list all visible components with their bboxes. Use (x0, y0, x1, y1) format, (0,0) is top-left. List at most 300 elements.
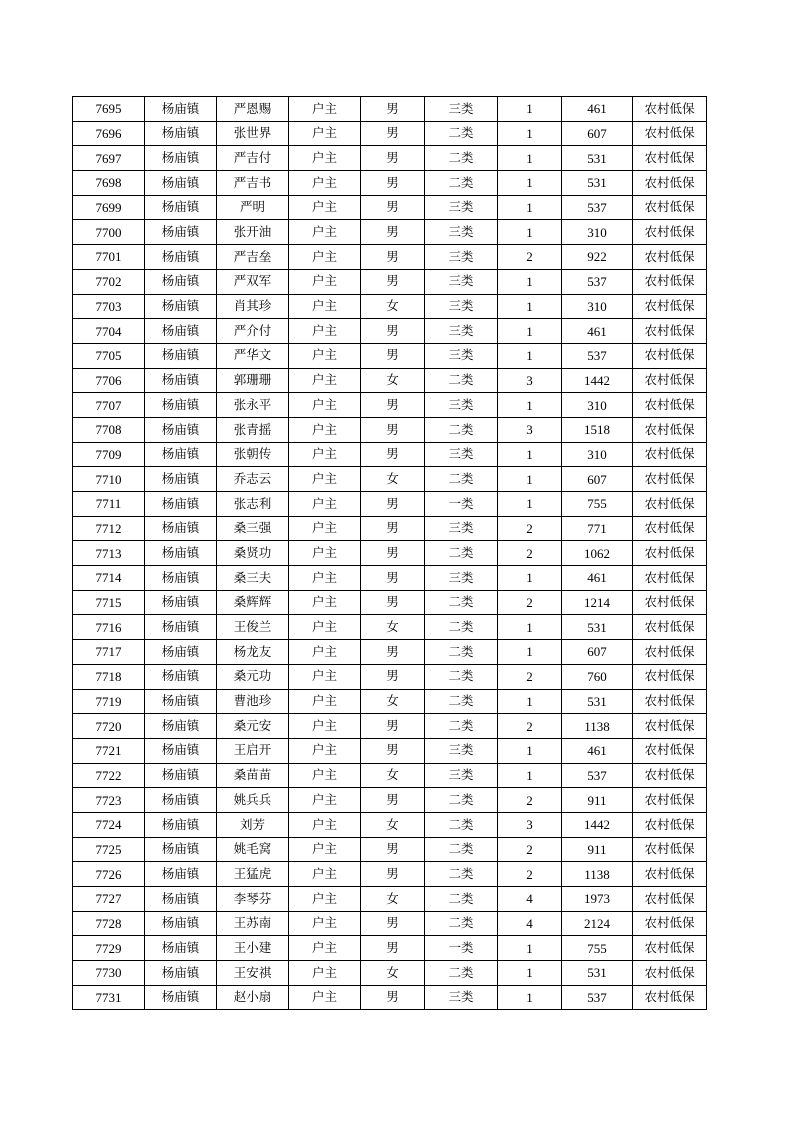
relation-cell: 户主 (289, 887, 361, 912)
program-cell: 农村低保 (633, 961, 707, 986)
amount-cell: 1442 (562, 368, 633, 393)
relation-cell: 户主 (289, 664, 361, 689)
category-cell: 二类 (425, 812, 498, 837)
serial-number-cell: 7730 (73, 961, 145, 986)
program-cell: 农村低保 (633, 368, 707, 393)
township-cell: 杨庙镇 (145, 121, 217, 146)
relation-cell: 户主 (289, 837, 361, 862)
table-row (73, 171, 707, 196)
table-row (73, 936, 707, 961)
table-row (73, 269, 707, 294)
township-cell: 杨庙镇 (145, 788, 217, 813)
table-row (73, 516, 707, 541)
category-cell: 二类 (425, 467, 498, 492)
township-cell: 杨庙镇 (145, 220, 217, 245)
gender-cell: 男 (361, 269, 425, 294)
name-cell: 李琴芬 (217, 887, 289, 912)
category-cell: 二类 (425, 862, 498, 887)
relation-cell: 户主 (289, 714, 361, 739)
gender-cell: 男 (361, 837, 425, 862)
table-row (73, 566, 707, 591)
table-row (73, 220, 707, 245)
amount-cell: 531 (562, 171, 633, 196)
serial-number-cell: 7722 (73, 763, 145, 788)
relation-cell: 户主 (289, 615, 361, 640)
relation-cell: 户主 (289, 343, 361, 368)
township-cell: 杨庙镇 (145, 763, 217, 788)
household-size-cell: 1 (498, 393, 562, 418)
program-cell: 农村低保 (633, 171, 707, 196)
program-cell: 农村低保 (633, 566, 707, 591)
category-cell: 三类 (425, 319, 498, 344)
amount-cell: 537 (562, 763, 633, 788)
table-row (73, 862, 707, 887)
program-cell: 农村低保 (633, 442, 707, 467)
township-cell: 杨庙镇 (145, 812, 217, 837)
household-size-cell: 2 (498, 664, 562, 689)
household-size-cell: 4 (498, 887, 562, 912)
program-cell: 农村低保 (633, 985, 707, 1010)
serial-number-cell: 7727 (73, 887, 145, 912)
township-cell: 杨庙镇 (145, 516, 217, 541)
program-cell: 农村低保 (633, 862, 707, 887)
amount-cell: 760 (562, 664, 633, 689)
table-row (73, 442, 707, 467)
amount-cell: 771 (562, 516, 633, 541)
category-cell: 三类 (425, 566, 498, 591)
amount-cell: 755 (562, 936, 633, 961)
gender-cell: 女 (361, 615, 425, 640)
table-row (73, 590, 707, 615)
name-cell: 严明 (217, 195, 289, 220)
serial-number-cell: 7700 (73, 220, 145, 245)
township-cell: 杨庙镇 (145, 961, 217, 986)
program-cell: 农村低保 (633, 738, 707, 763)
amount-cell: 911 (562, 788, 633, 813)
household-size-cell: 1 (498, 467, 562, 492)
name-cell: 张世界 (217, 121, 289, 146)
gender-cell: 男 (361, 516, 425, 541)
serial-number-cell: 7710 (73, 467, 145, 492)
category-cell: 三类 (425, 245, 498, 270)
household-size-cell: 4 (498, 911, 562, 936)
category-cell: 二类 (425, 590, 498, 615)
name-cell: 桑元功 (217, 664, 289, 689)
relation-cell: 户主 (289, 640, 361, 665)
township-cell: 杨庙镇 (145, 640, 217, 665)
gender-cell: 男 (361, 788, 425, 813)
relation-cell: 户主 (289, 763, 361, 788)
serial-number-cell: 7713 (73, 541, 145, 566)
relation-cell: 户主 (289, 368, 361, 393)
relation-cell: 户主 (289, 245, 361, 270)
category-cell: 二类 (425, 615, 498, 640)
program-cell: 农村低保 (633, 911, 707, 936)
category-cell: 三类 (425, 985, 498, 1010)
category-cell: 二类 (425, 714, 498, 739)
gender-cell: 男 (361, 640, 425, 665)
township-cell: 杨庙镇 (145, 738, 217, 763)
name-cell: 严吉垒 (217, 245, 289, 270)
household-size-cell: 3 (498, 812, 562, 837)
relation-cell: 户主 (289, 862, 361, 887)
name-cell: 杨龙友 (217, 640, 289, 665)
table-row (73, 689, 707, 714)
name-cell: 姚兵兵 (217, 788, 289, 813)
name-cell: 严华文 (217, 343, 289, 368)
amount-cell: 1138 (562, 862, 633, 887)
serial-number-cell: 7697 (73, 146, 145, 171)
program-cell: 农村低保 (633, 343, 707, 368)
table-row (73, 887, 707, 912)
table-row (73, 911, 707, 936)
relation-cell: 户主 (289, 985, 361, 1010)
amount-cell: 911 (562, 837, 633, 862)
name-cell: 严吉书 (217, 171, 289, 196)
category-cell: 三类 (425, 220, 498, 245)
program-cell: 农村低保 (633, 812, 707, 837)
relation-cell: 户主 (289, 294, 361, 319)
table-row (73, 615, 707, 640)
amount-cell: 310 (562, 294, 633, 319)
relation-cell: 户主 (289, 171, 361, 196)
table-row (73, 492, 707, 517)
relation-cell: 户主 (289, 541, 361, 566)
name-cell: 王俊兰 (217, 615, 289, 640)
gender-cell: 男 (361, 442, 425, 467)
category-cell: 三类 (425, 393, 498, 418)
category-cell: 二类 (425, 171, 498, 196)
township-cell: 杨庙镇 (145, 467, 217, 492)
program-cell: 农村低保 (633, 689, 707, 714)
household-size-cell: 1 (498, 294, 562, 319)
household-size-cell: 1 (498, 343, 562, 368)
gender-cell: 男 (361, 862, 425, 887)
serial-number-cell: 7702 (73, 269, 145, 294)
township-cell: 杨庙镇 (145, 664, 217, 689)
gender-cell: 男 (361, 541, 425, 566)
name-cell: 张开油 (217, 220, 289, 245)
category-cell: 三类 (425, 97, 498, 122)
serial-number-cell: 7703 (73, 294, 145, 319)
household-size-cell: 1 (498, 615, 562, 640)
serial-number-cell: 7706 (73, 368, 145, 393)
table-row (73, 714, 707, 739)
relation-cell: 户主 (289, 961, 361, 986)
name-cell: 张青摇 (217, 417, 289, 442)
gender-cell: 女 (361, 887, 425, 912)
category-cell: 二类 (425, 664, 498, 689)
program-cell: 农村低保 (633, 220, 707, 245)
program-cell: 农村低保 (633, 887, 707, 912)
township-cell: 杨庙镇 (145, 911, 217, 936)
amount-cell: 607 (562, 640, 633, 665)
amount-cell: 531 (562, 689, 633, 714)
name-cell: 肖其珍 (217, 294, 289, 319)
amount-cell: 310 (562, 442, 633, 467)
program-cell: 农村低保 (633, 640, 707, 665)
name-cell: 姚毛窝 (217, 837, 289, 862)
program-cell: 农村低保 (633, 97, 707, 122)
relation-cell: 户主 (289, 738, 361, 763)
gender-cell: 男 (361, 393, 425, 418)
household-size-cell: 2 (498, 788, 562, 813)
household-size-cell: 2 (498, 862, 562, 887)
gender-cell: 男 (361, 121, 425, 146)
relation-cell: 户主 (289, 566, 361, 591)
relation-cell: 户主 (289, 788, 361, 813)
serial-number-cell: 7728 (73, 911, 145, 936)
program-cell: 农村低保 (633, 714, 707, 739)
gender-cell: 女 (361, 763, 425, 788)
relation-cell: 户主 (289, 319, 361, 344)
serial-number-cell: 7707 (73, 393, 145, 418)
household-size-cell: 1 (498, 738, 562, 763)
gender-cell: 女 (361, 812, 425, 837)
program-cell: 农村低保 (633, 763, 707, 788)
category-cell: 二类 (425, 887, 498, 912)
name-cell: 赵小扇 (217, 985, 289, 1010)
serial-number-cell: 7724 (73, 812, 145, 837)
serial-number-cell: 7718 (73, 664, 145, 689)
table-row (73, 121, 707, 146)
assistance-roster-table (72, 96, 707, 1010)
township-cell: 杨庙镇 (145, 146, 217, 171)
township-cell: 杨庙镇 (145, 590, 217, 615)
serial-number-cell: 7698 (73, 171, 145, 196)
name-cell: 张永平 (217, 393, 289, 418)
gender-cell: 男 (361, 936, 425, 961)
category-cell: 二类 (425, 541, 498, 566)
household-size-cell: 1 (498, 961, 562, 986)
amount-cell: 1518 (562, 417, 633, 442)
amount-cell: 310 (562, 393, 633, 418)
program-cell: 农村低保 (633, 121, 707, 146)
amount-cell: 1138 (562, 714, 633, 739)
gender-cell: 男 (361, 985, 425, 1010)
serial-number-cell: 7711 (73, 492, 145, 517)
program-cell: 农村低保 (633, 319, 707, 344)
category-cell: 三类 (425, 738, 498, 763)
table-row (73, 97, 707, 122)
category-cell: 三类 (425, 763, 498, 788)
gender-cell: 男 (361, 97, 425, 122)
table-row (73, 985, 707, 1010)
gender-cell: 男 (361, 738, 425, 763)
program-cell: 农村低保 (633, 541, 707, 566)
category-cell: 三类 (425, 195, 498, 220)
township-cell: 杨庙镇 (145, 442, 217, 467)
serial-number-cell: 7714 (73, 566, 145, 591)
amount-cell: 607 (562, 121, 633, 146)
amount-cell: 1442 (562, 812, 633, 837)
relation-cell: 户主 (289, 689, 361, 714)
table-row (73, 664, 707, 689)
program-cell: 农村低保 (633, 245, 707, 270)
serial-number-cell: 7696 (73, 121, 145, 146)
relation-cell: 户主 (289, 146, 361, 171)
township-cell: 杨庙镇 (145, 195, 217, 220)
table-row (73, 961, 707, 986)
table-row (73, 146, 707, 171)
household-size-cell: 2 (498, 245, 562, 270)
program-cell: 农村低保 (633, 269, 707, 294)
name-cell: 严介付 (217, 319, 289, 344)
township-cell: 杨庙镇 (145, 837, 217, 862)
name-cell: 严双军 (217, 269, 289, 294)
amount-cell: 537 (562, 269, 633, 294)
gender-cell: 男 (361, 245, 425, 270)
relation-cell: 户主 (289, 417, 361, 442)
gender-cell: 男 (361, 714, 425, 739)
amount-cell: 537 (562, 195, 633, 220)
amount-cell: 310 (562, 220, 633, 245)
category-cell: 二类 (425, 368, 498, 393)
category-cell: 一类 (425, 492, 498, 517)
household-size-cell: 1 (498, 936, 562, 961)
amount-cell: 531 (562, 615, 633, 640)
name-cell: 王猛虎 (217, 862, 289, 887)
name-cell: 严恩赐 (217, 97, 289, 122)
serial-number-cell: 7715 (73, 590, 145, 615)
gender-cell: 女 (361, 689, 425, 714)
name-cell: 桑三夫 (217, 566, 289, 591)
table-row (73, 245, 707, 270)
gender-cell: 男 (361, 590, 425, 615)
name-cell: 桑辉辉 (217, 590, 289, 615)
category-cell: 二类 (425, 788, 498, 813)
program-cell: 农村低保 (633, 195, 707, 220)
relation-cell: 户主 (289, 442, 361, 467)
relation-cell: 户主 (289, 590, 361, 615)
household-size-cell: 1 (498, 146, 562, 171)
gender-cell: 女 (361, 294, 425, 319)
name-cell: 乔志云 (217, 467, 289, 492)
township-cell: 杨庙镇 (145, 862, 217, 887)
amount-cell: 461 (562, 97, 633, 122)
category-cell: 三类 (425, 294, 498, 319)
name-cell: 严吉付 (217, 146, 289, 171)
amount-cell: 461 (562, 319, 633, 344)
table-row (73, 319, 707, 344)
gender-cell: 男 (361, 417, 425, 442)
relation-cell: 户主 (289, 269, 361, 294)
relation-cell: 户主 (289, 812, 361, 837)
table-body (73, 97, 707, 1010)
township-cell: 杨庙镇 (145, 343, 217, 368)
township-cell: 杨庙镇 (145, 615, 217, 640)
gender-cell: 女 (361, 961, 425, 986)
category-cell: 二类 (425, 911, 498, 936)
table-row (73, 467, 707, 492)
serial-number-cell: 7699 (73, 195, 145, 220)
table-row (73, 640, 707, 665)
serial-number-cell: 7723 (73, 788, 145, 813)
serial-number-cell: 7717 (73, 640, 145, 665)
category-cell: 三类 (425, 442, 498, 467)
relation-cell: 户主 (289, 516, 361, 541)
serial-number-cell: 7729 (73, 936, 145, 961)
relation-cell: 户主 (289, 97, 361, 122)
program-cell: 农村低保 (633, 417, 707, 442)
township-cell: 杨庙镇 (145, 269, 217, 294)
program-cell: 农村低保 (633, 590, 707, 615)
amount-cell: 531 (562, 146, 633, 171)
name-cell: 桑三强 (217, 516, 289, 541)
township-cell: 杨庙镇 (145, 368, 217, 393)
program-cell: 农村低保 (633, 467, 707, 492)
relation-cell: 户主 (289, 195, 361, 220)
serial-number-cell: 7731 (73, 985, 145, 1010)
name-cell: 王苏南 (217, 911, 289, 936)
serial-number-cell: 7716 (73, 615, 145, 640)
household-size-cell: 2 (498, 837, 562, 862)
household-size-cell: 1 (498, 171, 562, 196)
table-row (73, 343, 707, 368)
gender-cell: 男 (361, 492, 425, 517)
program-cell: 农村低保 (633, 664, 707, 689)
program-cell: 农村低保 (633, 788, 707, 813)
program-cell: 农村低保 (633, 615, 707, 640)
gender-cell: 男 (361, 220, 425, 245)
amount-cell: 2124 (562, 911, 633, 936)
gender-cell: 男 (361, 343, 425, 368)
household-size-cell: 1 (498, 97, 562, 122)
category-cell: 二类 (425, 121, 498, 146)
program-cell: 农村低保 (633, 837, 707, 862)
table-row (73, 294, 707, 319)
amount-cell: 922 (562, 245, 633, 270)
table-row (73, 393, 707, 418)
township-cell: 杨庙镇 (145, 985, 217, 1010)
name-cell: 郭珊珊 (217, 368, 289, 393)
name-cell: 刘芳 (217, 812, 289, 837)
household-size-cell: 1 (498, 269, 562, 294)
serial-number-cell: 7726 (73, 862, 145, 887)
table-row (73, 417, 707, 442)
name-cell: 桑苗苗 (217, 763, 289, 788)
township-cell: 杨庙镇 (145, 171, 217, 196)
category-cell: 三类 (425, 269, 498, 294)
township-cell: 杨庙镇 (145, 97, 217, 122)
program-cell: 农村低保 (633, 492, 707, 517)
category-cell: 二类 (425, 640, 498, 665)
township-cell: 杨庙镇 (145, 936, 217, 961)
household-size-cell: 1 (498, 689, 562, 714)
table-row (73, 788, 707, 813)
relation-cell: 户主 (289, 492, 361, 517)
category-cell: 二类 (425, 837, 498, 862)
township-cell: 杨庙镇 (145, 319, 217, 344)
name-cell: 张朝传 (217, 442, 289, 467)
serial-number-cell: 7695 (73, 97, 145, 122)
gender-cell: 男 (361, 319, 425, 344)
category-cell: 三类 (425, 516, 498, 541)
serial-number-cell: 7721 (73, 738, 145, 763)
township-cell: 杨庙镇 (145, 393, 217, 418)
relation-cell: 户主 (289, 121, 361, 146)
category-cell: 二类 (425, 146, 498, 171)
township-cell: 杨庙镇 (145, 417, 217, 442)
relation-cell: 户主 (289, 911, 361, 936)
household-size-cell: 1 (498, 566, 562, 591)
table-row (73, 763, 707, 788)
household-size-cell: 1 (498, 442, 562, 467)
township-cell: 杨庙镇 (145, 714, 217, 739)
household-size-cell: 1 (498, 492, 562, 517)
gender-cell: 男 (361, 566, 425, 591)
serial-number-cell: 7705 (73, 343, 145, 368)
